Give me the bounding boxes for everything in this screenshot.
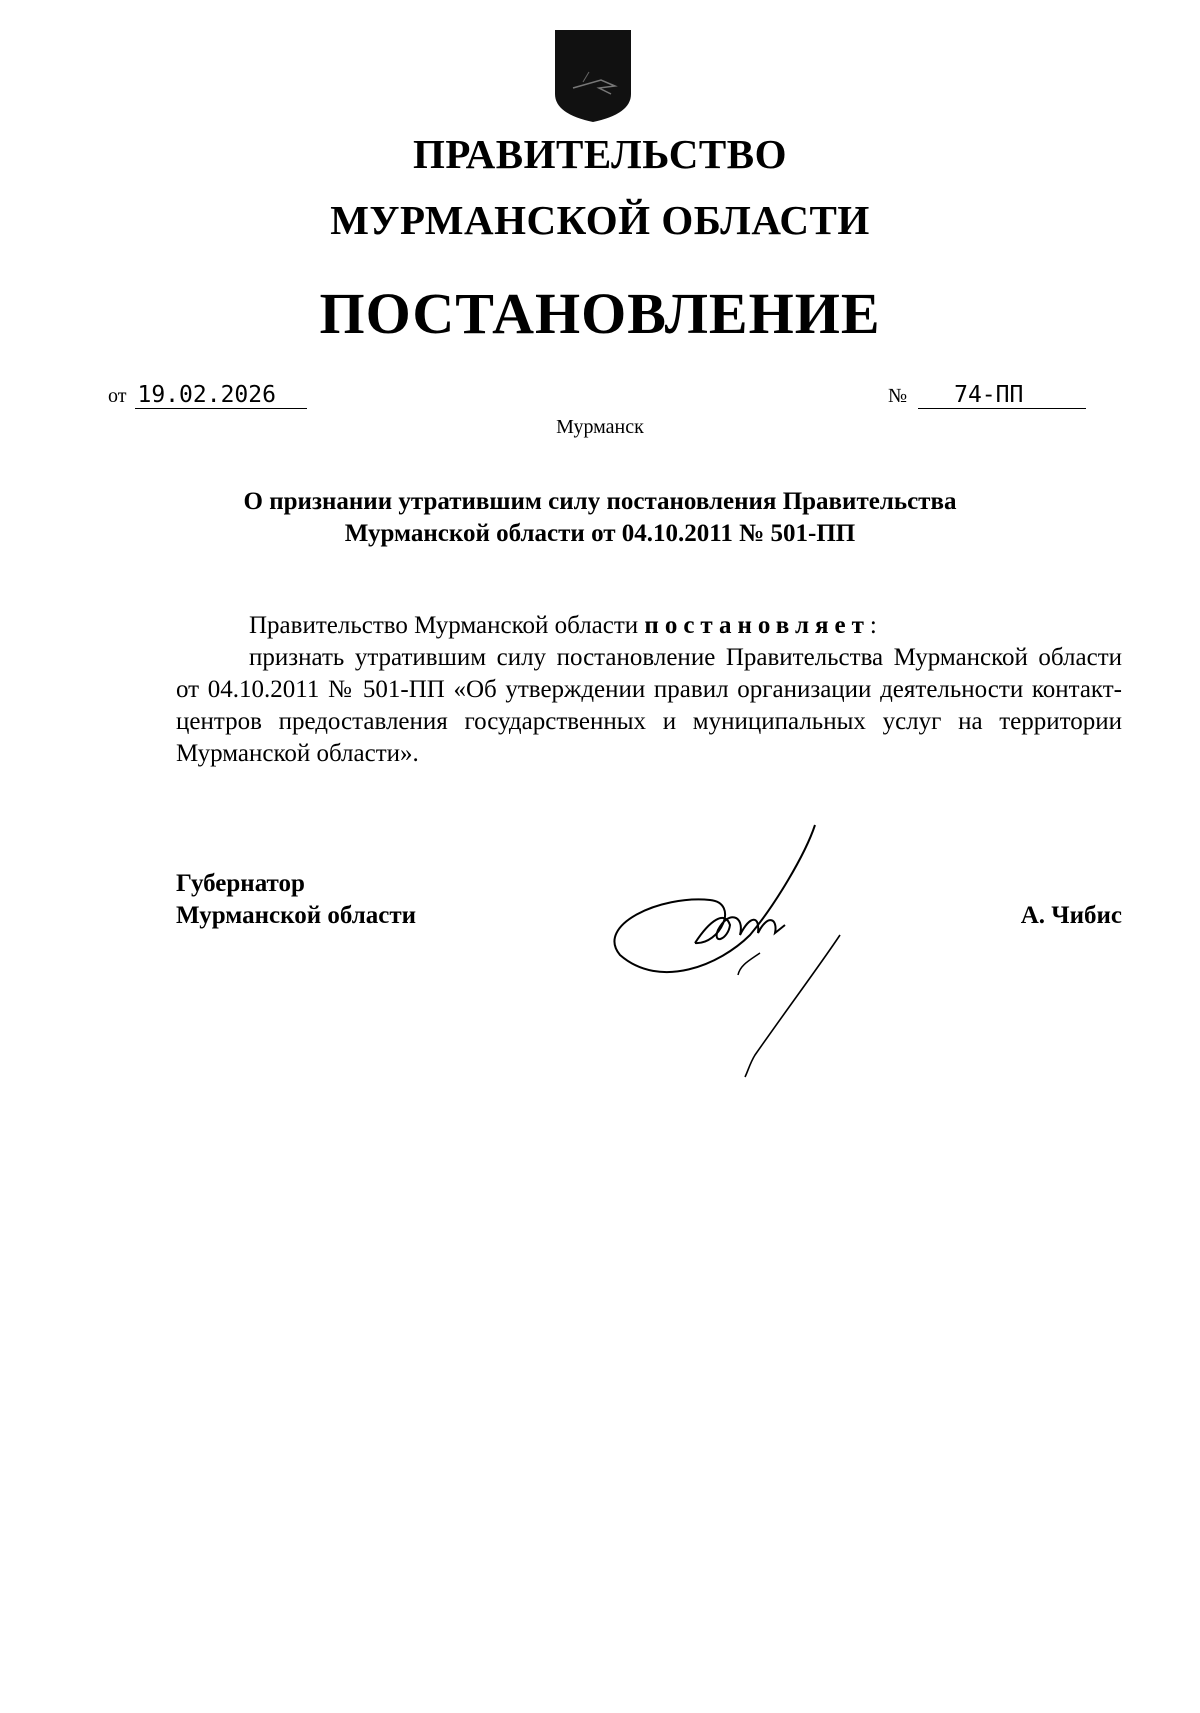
signatory-name: А. Чибис xyxy=(1020,902,1122,929)
document-number xyxy=(888,382,1086,409)
organization-name-line1: ПРАВИТЕЛЬСТВО xyxy=(412,131,788,177)
number-value: 74-ПП xyxy=(918,382,1086,409)
intro-colon: : xyxy=(869,612,877,639)
intro-emphasis: постановляет xyxy=(644,612,870,639)
coat-of-arms-icon xyxy=(553,28,633,124)
signatory-position xyxy=(176,868,416,932)
organization-name-line2: МУРМАНСКОЙ ОБЛАСТИ xyxy=(330,197,870,243)
heading-line2: Мурманской области от 04.10.2011 № 501-ПП xyxy=(344,520,856,547)
document-body xyxy=(176,610,1122,770)
date-value: 19.02.2026 xyxy=(135,382,307,409)
handwritten-signature xyxy=(600,815,900,1085)
heading-line1: О признании утратившим силу постановления Правительства xyxy=(243,488,957,515)
position-line1: Губернатор xyxy=(176,870,305,897)
document-city: Мурманск xyxy=(556,416,644,438)
document-date xyxy=(108,382,307,409)
position-line2: Мурманской области xyxy=(176,902,417,929)
document-heading xyxy=(180,486,1020,550)
number-label: № xyxy=(888,385,908,407)
date-label: от xyxy=(108,385,127,407)
body-intro xyxy=(176,610,1122,642)
body-main-text: признать утратившим силу постановление Правительства Мурманской области от 04.10.2011 № 501-ПП «Об утверждении правил организации деятельности контакт-центров предоставления государственных и муниципальных услуг на территории Мурманской области». xyxy=(176,644,1122,767)
document-type-title: ПОСТАНОВЛЕНИЕ xyxy=(319,281,881,346)
intro-text: Правительство Мурманской области xyxy=(249,612,645,639)
